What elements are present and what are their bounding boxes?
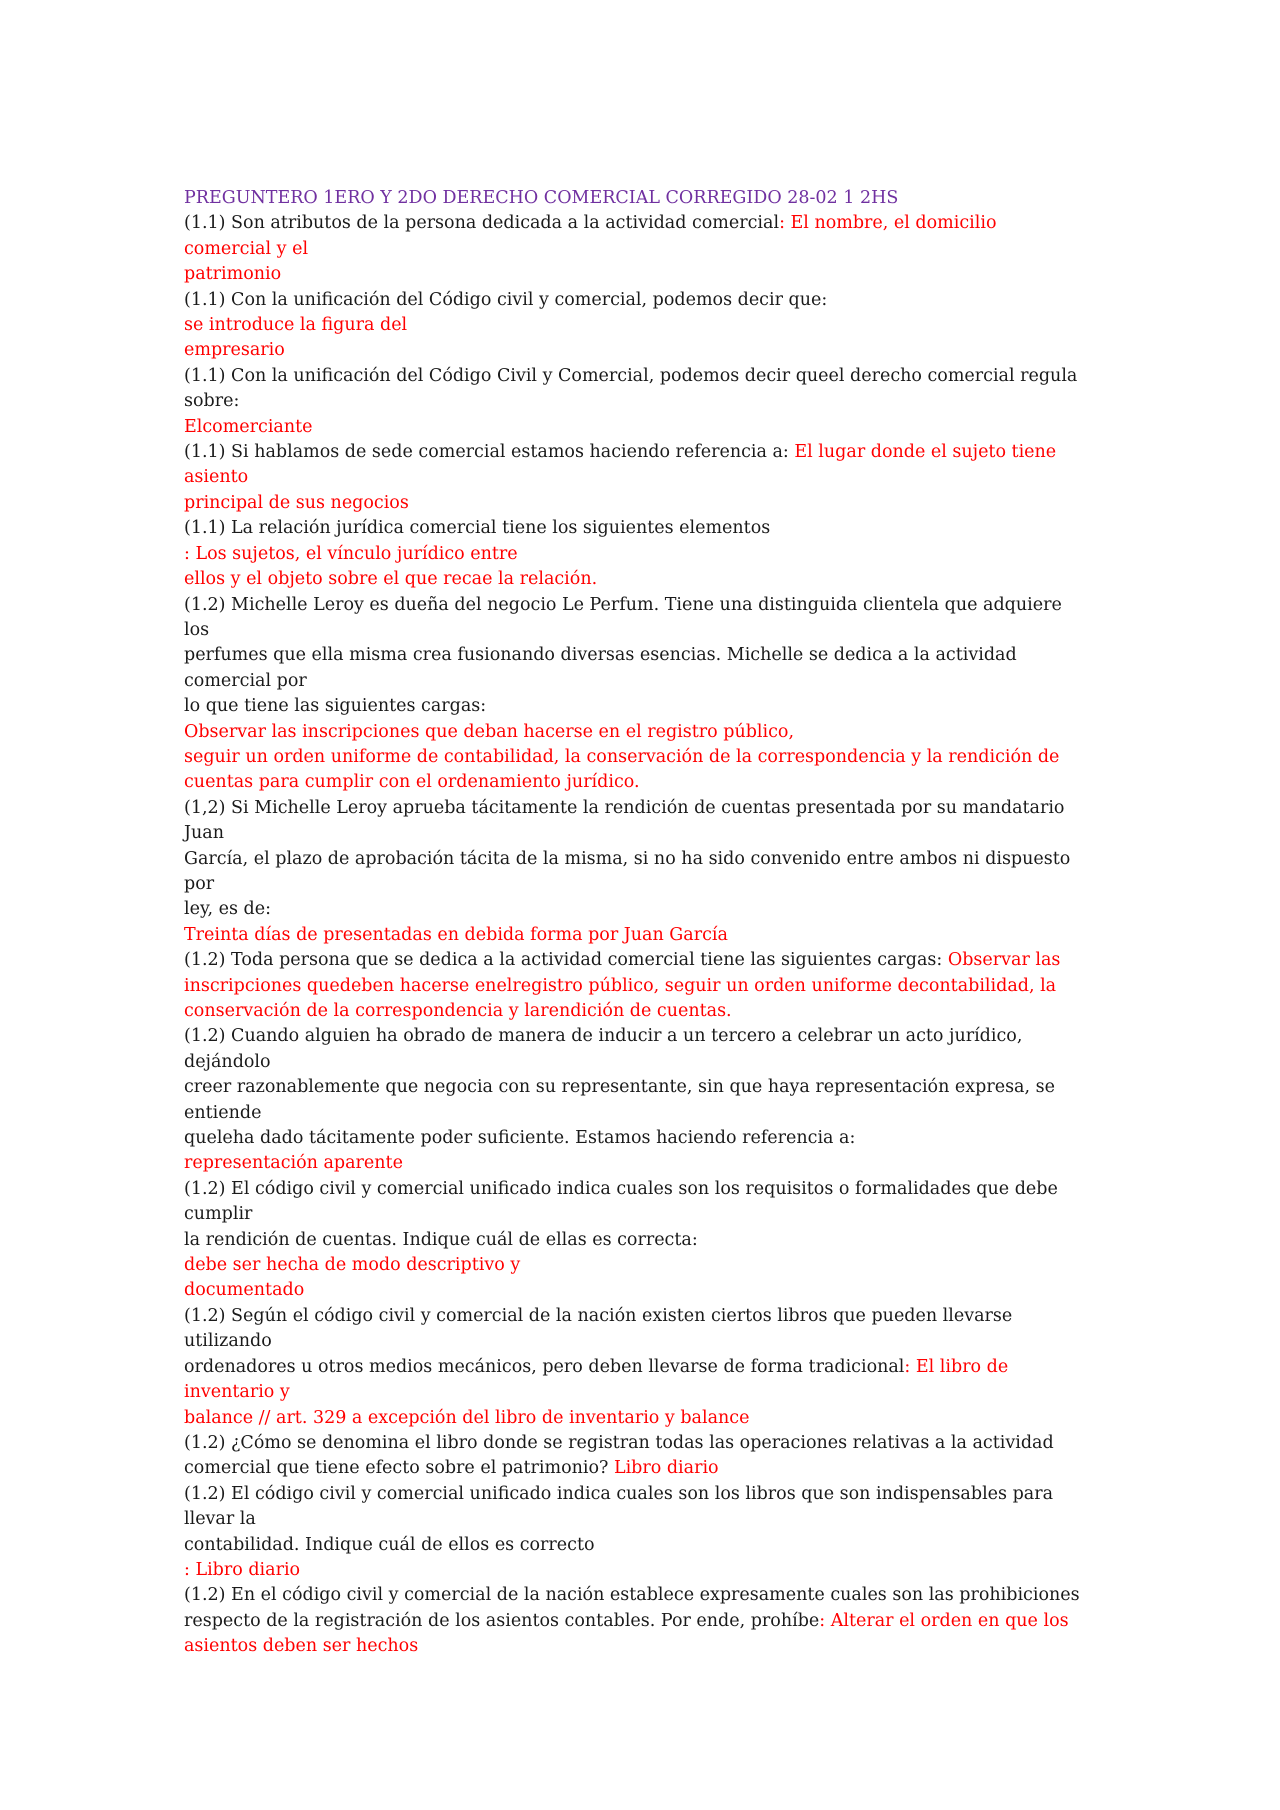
answer-text: : Libro diario [184, 1559, 301, 1580]
text-line [184, 211, 1104, 236]
text-line [184, 593, 1104, 618]
answer-text: asiento [184, 467, 249, 488]
text-line [184, 1253, 1104, 1278]
answer-text: inscripciones quedeben hacerse enelregistro público, seguir un orden uniforme decontabilidad, la [184, 975, 1057, 996]
answer-text: principal de sus negocios [184, 492, 409, 513]
answer-text: cuentas para cumplir con el ordenamiento jurídico. [184, 772, 640, 793]
text-line [184, 1101, 1104, 1126]
text-line [184, 1634, 1104, 1659]
answer-text: se introduce la figura del [184, 315, 408, 336]
text-line [184, 669, 1104, 694]
text-line [184, 1583, 1104, 1608]
question-text: (1.2) Según el código civil y comercial de la nación existen ciertos libros que pueden llevarse [184, 1305, 1013, 1326]
text-line [184, 821, 1104, 846]
question-text: llevar la [184, 1509, 256, 1530]
text-line [184, 1202, 1104, 1227]
text-line [184, 542, 1104, 567]
question-text: comercial por [184, 670, 307, 691]
text-line [184, 465, 1104, 490]
text-line [184, 974, 1104, 999]
question-list [184, 211, 1104, 1659]
question-text: (1.2) Michelle Leroy es dueña del negocio Le Perfum. Tiene una distinguida clientela que adquiere [184, 594, 1062, 615]
question-text: (1.1) Con la unificación del Código Civil y Comercial, podemos decir queel derecho comercial regula [184, 365, 1078, 386]
answer-text: inventario y [184, 1382, 290, 1403]
text-line [184, 948, 1104, 973]
text-line [184, 1126, 1104, 1151]
question-text: (1.2) Cuando alguien ha obrado de manera de inducir a un tercero a celebrar un acto jurídico, [184, 1026, 1023, 1047]
answer-text: seguir un orden uniforme de contabilidad, la conservación de la correspondencia y la rendición de [184, 746, 1060, 767]
text-line [184, 1482, 1104, 1507]
text-line [184, 1304, 1104, 1329]
question-text: contabilidad. Indique cuál de ellos es correcto [184, 1534, 595, 1555]
answer-text: asientos deben ser hechos [184, 1636, 419, 1657]
answer-text: : El nombre, el domicilio [779, 213, 997, 234]
text-line [184, 1228, 1104, 1253]
question-text: sobre: [184, 391, 240, 412]
question-text: ley, es de: [184, 899, 271, 920]
text-line [184, 313, 1104, 338]
answer-text: balance // art. 329 a excepción del libro de inventario y balance [184, 1407, 750, 1428]
answer-text: Treinta días de presentadas en debida forma por Juan García [184, 924, 728, 945]
text-line [184, 516, 1104, 541]
answer-text: patrimonio [184, 264, 282, 285]
question-text: perfumes que ella misma crea fusionando diversas esencias. Michelle se dedica a la actividad [184, 645, 1017, 666]
question-text: (1.1) Con la unificación del Código civil y comercial, podemos decir que: [184, 289, 828, 310]
text-line [184, 1431, 1104, 1456]
text-line [184, 288, 1104, 313]
answer-text: : El libro de [904, 1356, 1009, 1377]
text-line [184, 1075, 1104, 1100]
text-line [184, 1024, 1104, 1049]
question-text: lo que tiene las siguientes cargas: [184, 696, 487, 717]
question-text: entiende [184, 1102, 262, 1123]
text-line [184, 1507, 1104, 1532]
question-text: (1.1) La relación jurídica comercial tiene los siguientes elementos [184, 518, 771, 539]
question-text: comercial que tiene efecto sobre el patrimonio? [184, 1458, 614, 1479]
text-line [184, 237, 1104, 262]
answer-text: documentado [184, 1280, 305, 1301]
answer-text: ellos y el objeto sobre el que recae la relación. [184, 569, 598, 590]
question-text: (1.2) ¿Cómo se denomina el libro donde se registran todas las operaciones relativas a la actividad [184, 1432, 1054, 1453]
text-line [184, 262, 1104, 287]
text-line [184, 897, 1104, 922]
text-line [184, 338, 1104, 363]
text-line [184, 1177, 1104, 1202]
text-line [184, 770, 1104, 795]
text-line [184, 1558, 1104, 1583]
question-text: (1.2) El código civil y comercial unificado indica cuales son los libros que son indispensables para [184, 1483, 1054, 1504]
text-line [184, 872, 1104, 897]
answer-text: : Alterar el orden en que los [819, 1610, 1069, 1631]
question-text: Juan [184, 823, 224, 844]
question-text: utilizando [184, 1331, 272, 1352]
question-text: (1.2) El código civil y comercial unificado indica cuales son los requisitos o formalidades que debe [184, 1178, 1058, 1199]
text-line [184, 745, 1104, 770]
question-text: creer razonablemente que negocia con su representante, sin que haya representación expresa, se [184, 1077, 1055, 1098]
answer-text: conservación de la correspondencia y larendición de cuentas. [184, 1001, 732, 1021]
question-text: (1.2) Toda persona que se dedica a la actividad comercial tiene las siguientes cargas: [184, 950, 948, 971]
text-line [184, 1151, 1104, 1176]
question-text: García, el plazo de aprobación tácita de la misma, si no ha sido convenido entre ambos ni dispuesto [184, 848, 1071, 869]
question-text: ordenadores u otros medios mecánicos, pero deben llevarse de forma tradicional [184, 1356, 905, 1377]
text-line [184, 694, 1104, 719]
answer-text: Elcomerciante [184, 416, 313, 437]
answer-text: comercial y el [184, 238, 309, 259]
text-line [184, 440, 1104, 465]
answer-text: Observar las [947, 950, 1061, 971]
text-line [184, 1456, 1104, 1481]
text-line [184, 1380, 1104, 1405]
text-line [184, 1329, 1104, 1354]
question-text: (1,2) Si Michelle Leroy aprueba tácitamente la rendición de cuentas presentada por su mandatario [184, 797, 1065, 818]
answer-text: empresario [184, 340, 285, 361]
text-line [184, 415, 1104, 440]
question-text: (1.1) Si hablamos de sede comercial estamos haciendo referencia a: [184, 442, 795, 463]
answer-text: Observar las inscripciones que deban hacerse en el registro público, [184, 721, 795, 742]
text-line [184, 923, 1104, 948]
document-title: PREGUNTERO 1ERO Y 2DO DERECHO COMERCIAL CORREGIDO 28-02 1 2HS [184, 188, 899, 208]
question-text: (1.1) Son atributos de la persona dedicada a la actividad comercial [184, 213, 780, 234]
text-line [184, 1355, 1104, 1380]
text-line [184, 796, 1104, 821]
text-line [184, 720, 1104, 745]
question-text: queleha dado tácitamente poder suficiente. Estamos haciendo referencia a: [184, 1128, 856, 1149]
answer-text: El lugar donde el sujeto tiene [794, 442, 1057, 463]
text-line [184, 364, 1104, 389]
answer-text: : Los sujetos, el vínculo jurídico entre [184, 543, 518, 564]
question-text: dejándolo [184, 1051, 271, 1072]
question-text: cumplir [184, 1204, 253, 1225]
text-line [184, 389, 1104, 414]
text-line [184, 643, 1104, 668]
question-text: por [184, 873, 215, 894]
question-text: respecto de la registración de los asientos contables. Por ende, prohíbe [184, 1610, 820, 1631]
question-text: los [184, 619, 210, 640]
question-text: (1.2) En el código civil y comercial de la nación establece expresamente cuales son las prohibiciones [184, 1585, 1080, 1606]
answer-text: Libro diario [613, 1458, 719, 1479]
answer-text: debe ser hecha de modo descriptivo y [184, 1255, 521, 1276]
text-line [184, 618, 1104, 643]
document-body [184, 186, 1104, 1660]
text-line [184, 1406, 1104, 1431]
text-line [184, 1609, 1104, 1634]
text-line [184, 847, 1104, 872]
answer-text: representación aparente [184, 1153, 403, 1174]
text-line [184, 1050, 1104, 1075]
text-line [184, 491, 1104, 516]
text-line [184, 1533, 1104, 1558]
text-line [184, 999, 1104, 1024]
question-text: la rendición de cuentas. Indique cuál de ellas es correcta: [184, 1229, 698, 1250]
text-line [184, 567, 1104, 592]
text-line [184, 1278, 1104, 1303]
